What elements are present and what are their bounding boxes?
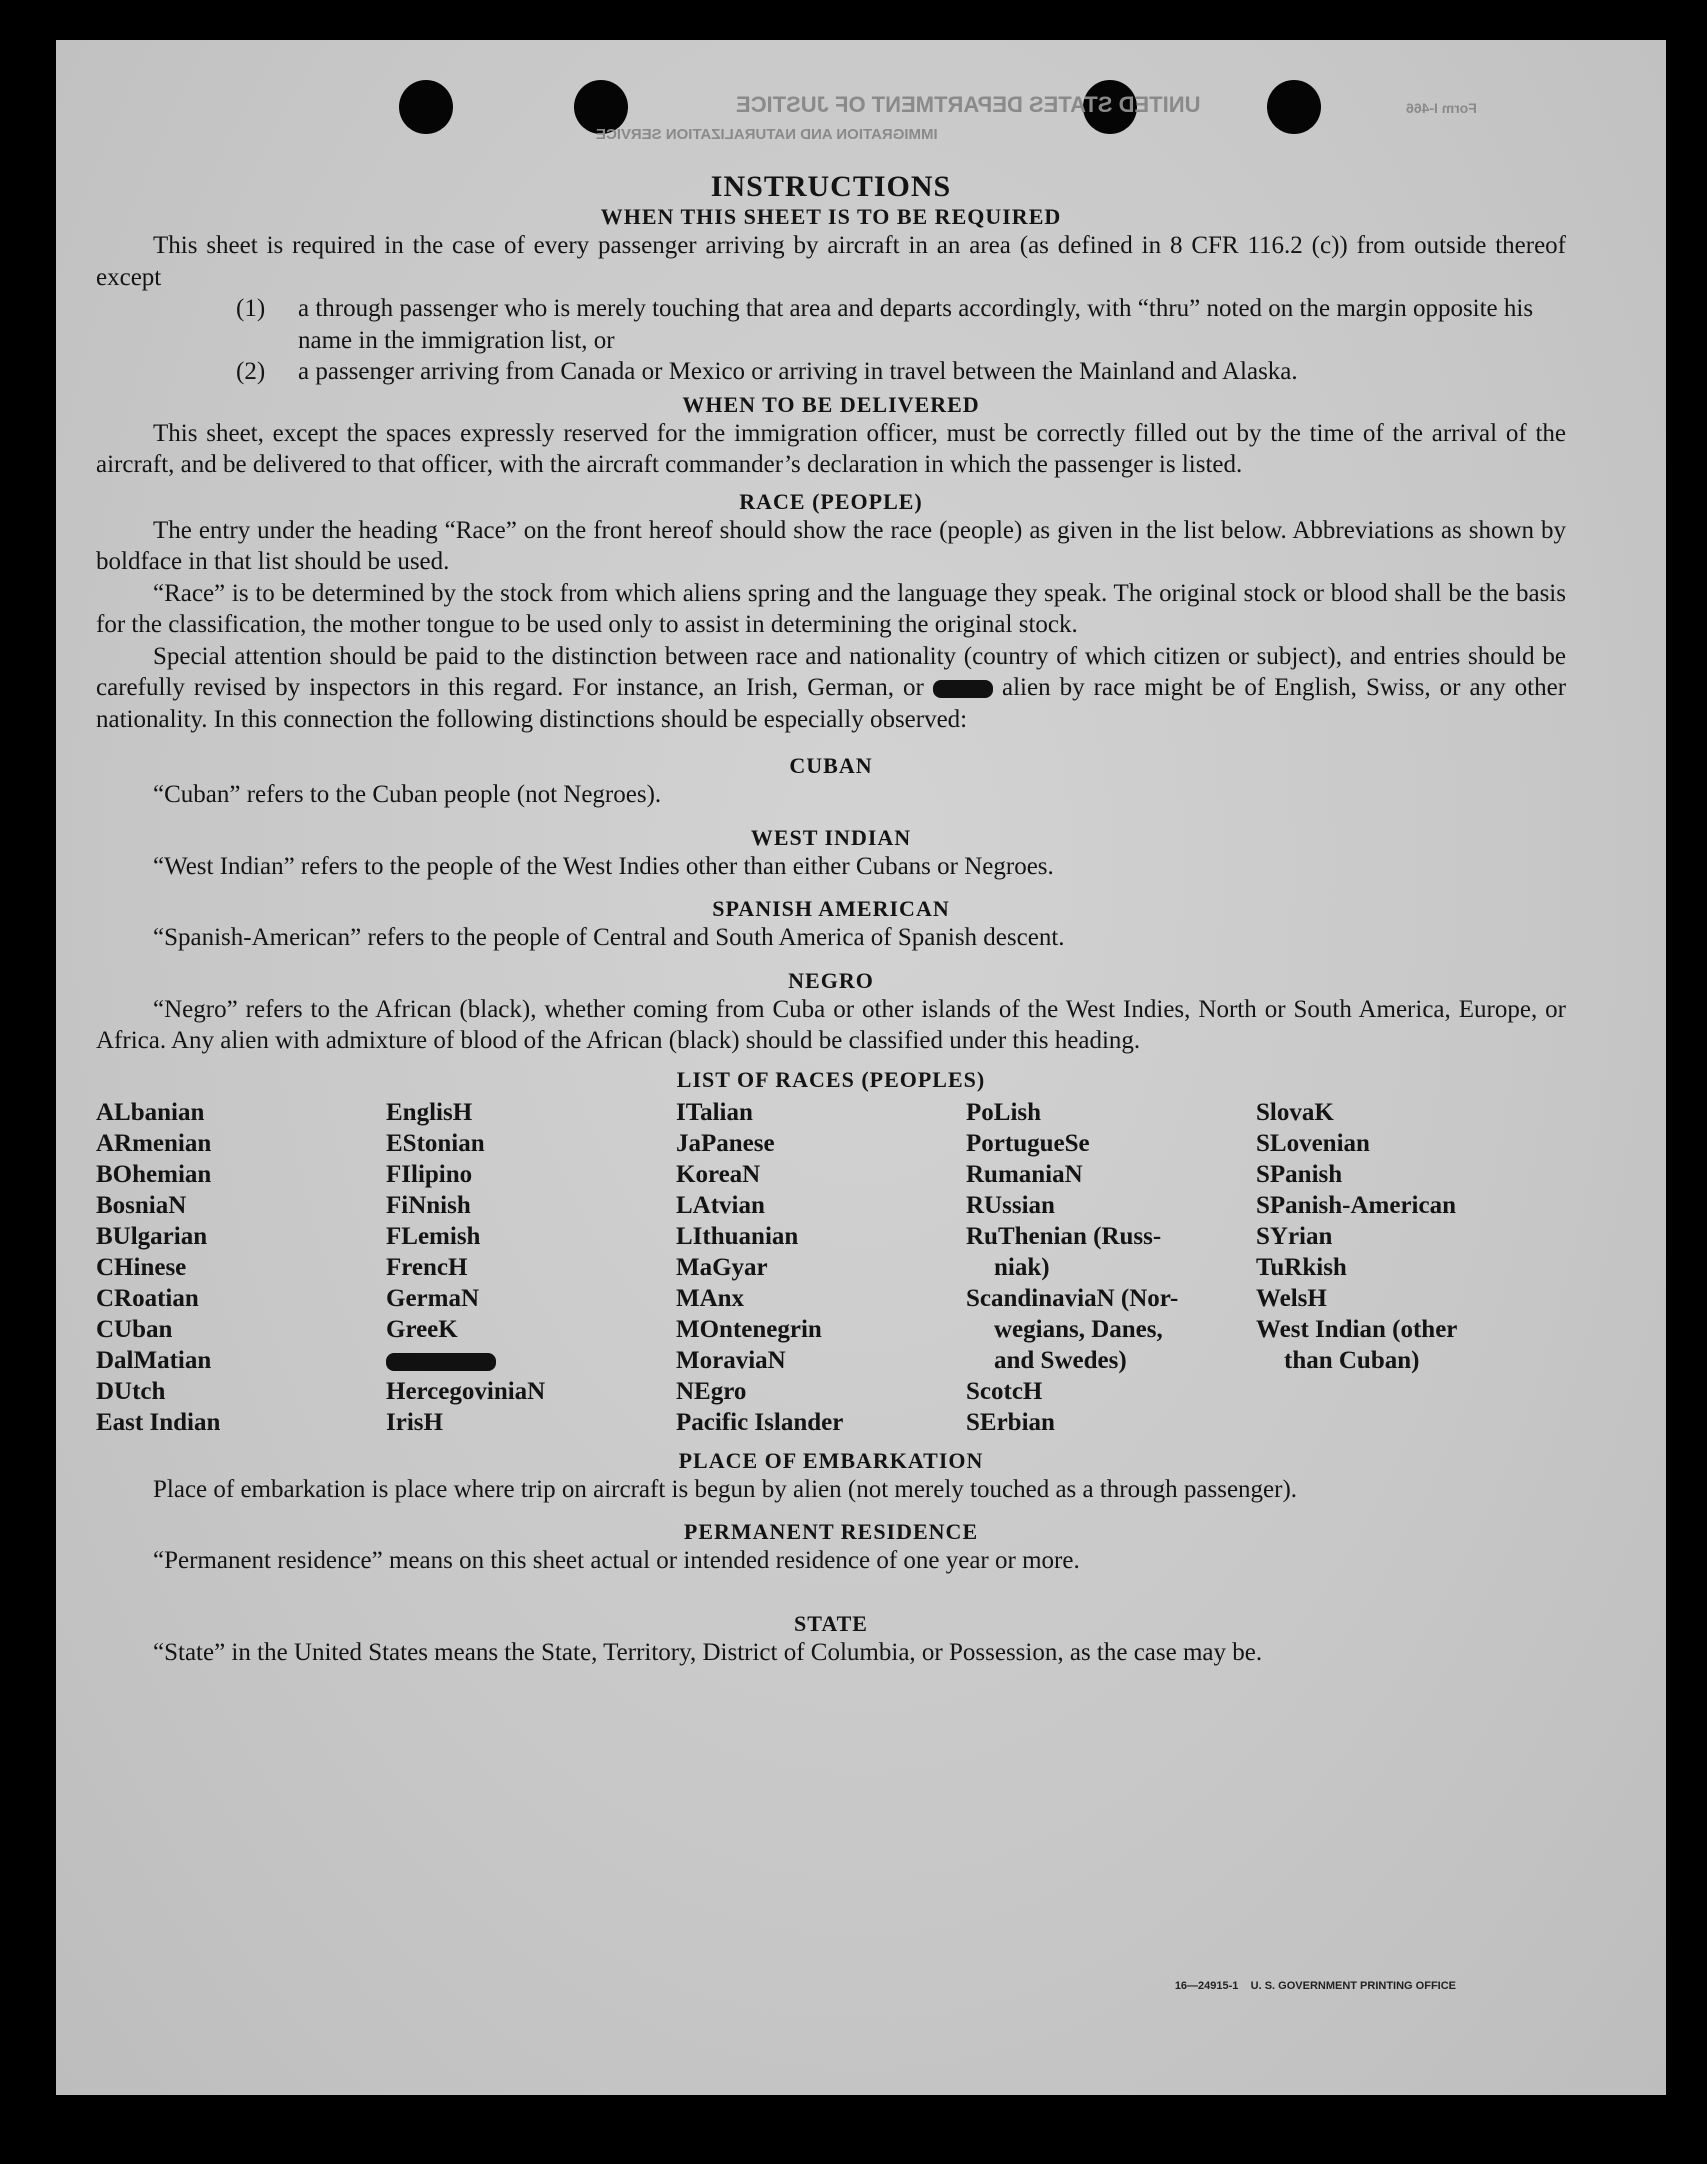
race-entry: ScotcH	[966, 1377, 1043, 1405]
exception-item	[96, 293, 1566, 356]
race-entry: RUssian	[966, 1191, 1055, 1219]
race-entry: GermaN	[386, 1284, 480, 1312]
race-entry: Pacific Islander	[676, 1408, 844, 1436]
race-entry: wegians, Danes,	[994, 1315, 1163, 1343]
race-entry: BUlgarian	[96, 1222, 208, 1250]
race-entry: CUban	[96, 1315, 173, 1343]
heading-embarkation: PLACE OF EMBARKATION	[678, 1447, 984, 1473]
heading-list-of-races: LIST OF RACES (PEOPLES)	[676, 1066, 986, 1092]
punch-hole	[1267, 80, 1321, 134]
race-entry: EnglisH	[386, 1098, 473, 1126]
race-column	[966, 1097, 1256, 1438]
race-entry: ARmenian	[96, 1129, 212, 1157]
printer-name: U. S. GOVERNMENT PRINTING OFFICE	[1250, 1980, 1456, 1992]
race-entry: BOhemian	[96, 1160, 212, 1188]
race-entry: SErbian	[966, 1408, 1055, 1436]
race-entry: WelsH	[1256, 1284, 1327, 1312]
race-entry: DUtch	[96, 1377, 166, 1405]
page-title: INSTRUCTIONS	[710, 170, 952, 203]
race-paragraph-1: The entry under the heading “Race” on the front hereof should show the race (people) as given in the list below. Abbreviations as shown by boldface in that list should be used.	[96, 516, 1566, 575]
heading-west-indian: WEST INDIAN	[750, 824, 912, 850]
state-text: “State” in the United States means the State, Territory, District of Columbia, or Possession, as the case may be.	[153, 1638, 1263, 1666]
exception-text: a through passenger who is merely touching that area and departs accordingly, with “thru” noted on the margin opposite his name in the immigration list, or	[298, 295, 1534, 354]
punch-hole	[399, 80, 453, 134]
permanent-residence-text: “Permanent residence” means on this sheet actual or intended residence of one year or more.	[153, 1547, 1080, 1574]
race-entry: MoraviaN	[676, 1346, 786, 1374]
race-entry-redacted	[386, 1345, 676, 1376]
race-paragraph-3-end: alien by race might be of English, Swiss, or any other nationality. In this connection the following distinctions should be especially observed:	[96, 674, 1567, 733]
redaction-mark	[933, 680, 993, 698]
heading-race: RACE (PEOPLE)	[739, 488, 923, 514]
heading-spanish-american: SPANISH AMERICAN	[712, 896, 950, 921]
when-required-intro: This sheet is required in the case of every passenger arriving by aircraft in an area (as defined in 8 CFR 116.2 (c)) from outside thereof except	[96, 232, 1566, 291]
reverse-agency: UNITED STATES DEPARTMENT OF JUSTICE	[736, 92, 1201, 117]
race-entry: SPanish-American	[1256, 1191, 1456, 1219]
exception-item	[96, 356, 1566, 388]
race-entry: than Cuban)	[1284, 1346, 1420, 1374]
race-paragraph-3-start: Special attention should be paid to the distinction between race and nationality (country of which citizen or subject), and entries should be carefully revised by inspectors in this regard. For instance, an Irish, German, or	[96, 642, 1566, 701]
race-entry: SYrian	[1256, 1222, 1333, 1250]
race-entry: NEgro	[676, 1377, 747, 1405]
race-entry: ScandinaviaN (Nor-	[966, 1284, 1179, 1312]
race-entry: DalMatian	[96, 1346, 212, 1374]
heading-cuban: CUBAN	[789, 753, 873, 778]
race-entry: EStonian	[386, 1129, 485, 1157]
race-entry: FLemish	[386, 1222, 481, 1250]
race-paragraph-2: “Race” is to be determined by the stock from which aliens spring and the language they speak. The original stock or blood shall be the basis for the classification, the mother tongue to be used only to assist in determining the original stock.	[96, 579, 1566, 638]
printing-office-imprint	[1175, 1980, 1456, 1992]
race-entry: niak)	[994, 1253, 1050, 1281]
race-entry: East Indian	[96, 1408, 221, 1436]
race-entry: SLovenian	[1256, 1129, 1370, 1157]
race-entry: FIlipino	[386, 1160, 473, 1188]
form-code: 16—24915-1	[1174, 1980, 1239, 1992]
race-column	[1256, 1097, 1546, 1438]
instructions-content	[96, 170, 1566, 1668]
race-entry: RuThenian (Russ-	[966, 1222, 1162, 1250]
race-entry: JaPanese	[676, 1129, 775, 1157]
race-entry: MOntenegrin	[676, 1315, 822, 1343]
race-column	[676, 1097, 966, 1438]
race-entry: ITalian	[676, 1098, 753, 1126]
race-entry: PortugueSe	[966, 1129, 1090, 1157]
heading-when-delivered: WHEN TO BE DELIVERED	[682, 391, 980, 417]
race-entry: FrencH	[386, 1253, 468, 1281]
negro-text: “Negro” refers to the African (black), whether coming from Cuba or other islands of the West Indies, North or South America, Europe, or Africa. Any alien with admixture of blood of the African (black) should be classified under this heading.	[96, 995, 1566, 1054]
race-list	[96, 1097, 1566, 1438]
exception-number: (2)	[236, 358, 266, 385]
race-entry: West Indian (other	[1256, 1315, 1458, 1343]
when-delivered-text: This sheet, except the spaces expressly reserved for the immigration officer, must be correctly filled out by the time of the arrival of the aircraft, and be delivered to that officer, with the aircraft commander’s declaration in which the passenger is listed.	[96, 419, 1566, 478]
document-page	[56, 40, 1666, 2095]
race-entry: SPanish	[1256, 1160, 1343, 1188]
race-entry: PoLish	[966, 1098, 1042, 1126]
west-indian-text: “West Indian” refers to the people of the West Indies other than either Cubans or Negroes.	[153, 852, 1054, 880]
race-entry: MaGyar	[676, 1253, 768, 1281]
race-entry: TuRkish	[1256, 1253, 1347, 1281]
race-entry: CHinese	[96, 1253, 187, 1281]
heading-when-required: WHEN THIS SHEET IS TO BE REQUIRED	[600, 204, 1062, 229]
race-entry: FiNnish	[386, 1191, 471, 1219]
race-entry: KoreaN	[676, 1160, 761, 1188]
heading-negro: NEGRO	[788, 967, 874, 993]
race-entry: GreeK	[386, 1315, 458, 1343]
race-entry: RumaniaN	[966, 1160, 1083, 1188]
spanish-american-text: “Spanish-American” refers to the people of Central and South America of Spanish descent.	[153, 924, 1065, 951]
cuban-text: “Cuban” refers to the Cuban people (not Negroes).	[153, 781, 662, 808]
race-entry: HercegoviniaN	[386, 1377, 546, 1405]
race-entry: BosniaN	[96, 1191, 187, 1219]
race-entry: IrisH	[386, 1408, 443, 1436]
race-paragraph-3	[96, 641, 1566, 736]
embarkation-text: Place of embarkation is place where trip on aircraft is begun by alien (not merely touched as a through passenger).	[153, 1475, 1298, 1503]
reverse-form-number: Form I-466	[1406, 100, 1477, 116]
exception-number: (1)	[236, 295, 266, 322]
reverse-service: IMMIGRATION AND NATURALIZATION SERVICE	[596, 126, 938, 143]
race-entry: SlovaK	[1256, 1098, 1334, 1126]
heading-state: STATE	[794, 1610, 868, 1636]
race-column	[96, 1097, 386, 1438]
race-entry: LIthuanian	[676, 1222, 799, 1250]
race-entry: CRoatian	[96, 1284, 199, 1312]
race-entry: and Swedes)	[994, 1346, 1127, 1374]
race-entry: ALbanian	[96, 1098, 205, 1126]
race-column	[386, 1097, 676, 1438]
exception-text: a passenger arriving from Canada or Mexico or arriving in travel between the Mainland and Alaska.	[298, 358, 1298, 385]
race-entry: MAnx	[676, 1284, 745, 1312]
heading-permanent-residence: PERMANENT RESIDENCE	[683, 1519, 979, 1544]
redaction-mark	[386, 1353, 496, 1371]
race-entry: LAtvian	[676, 1191, 765, 1219]
